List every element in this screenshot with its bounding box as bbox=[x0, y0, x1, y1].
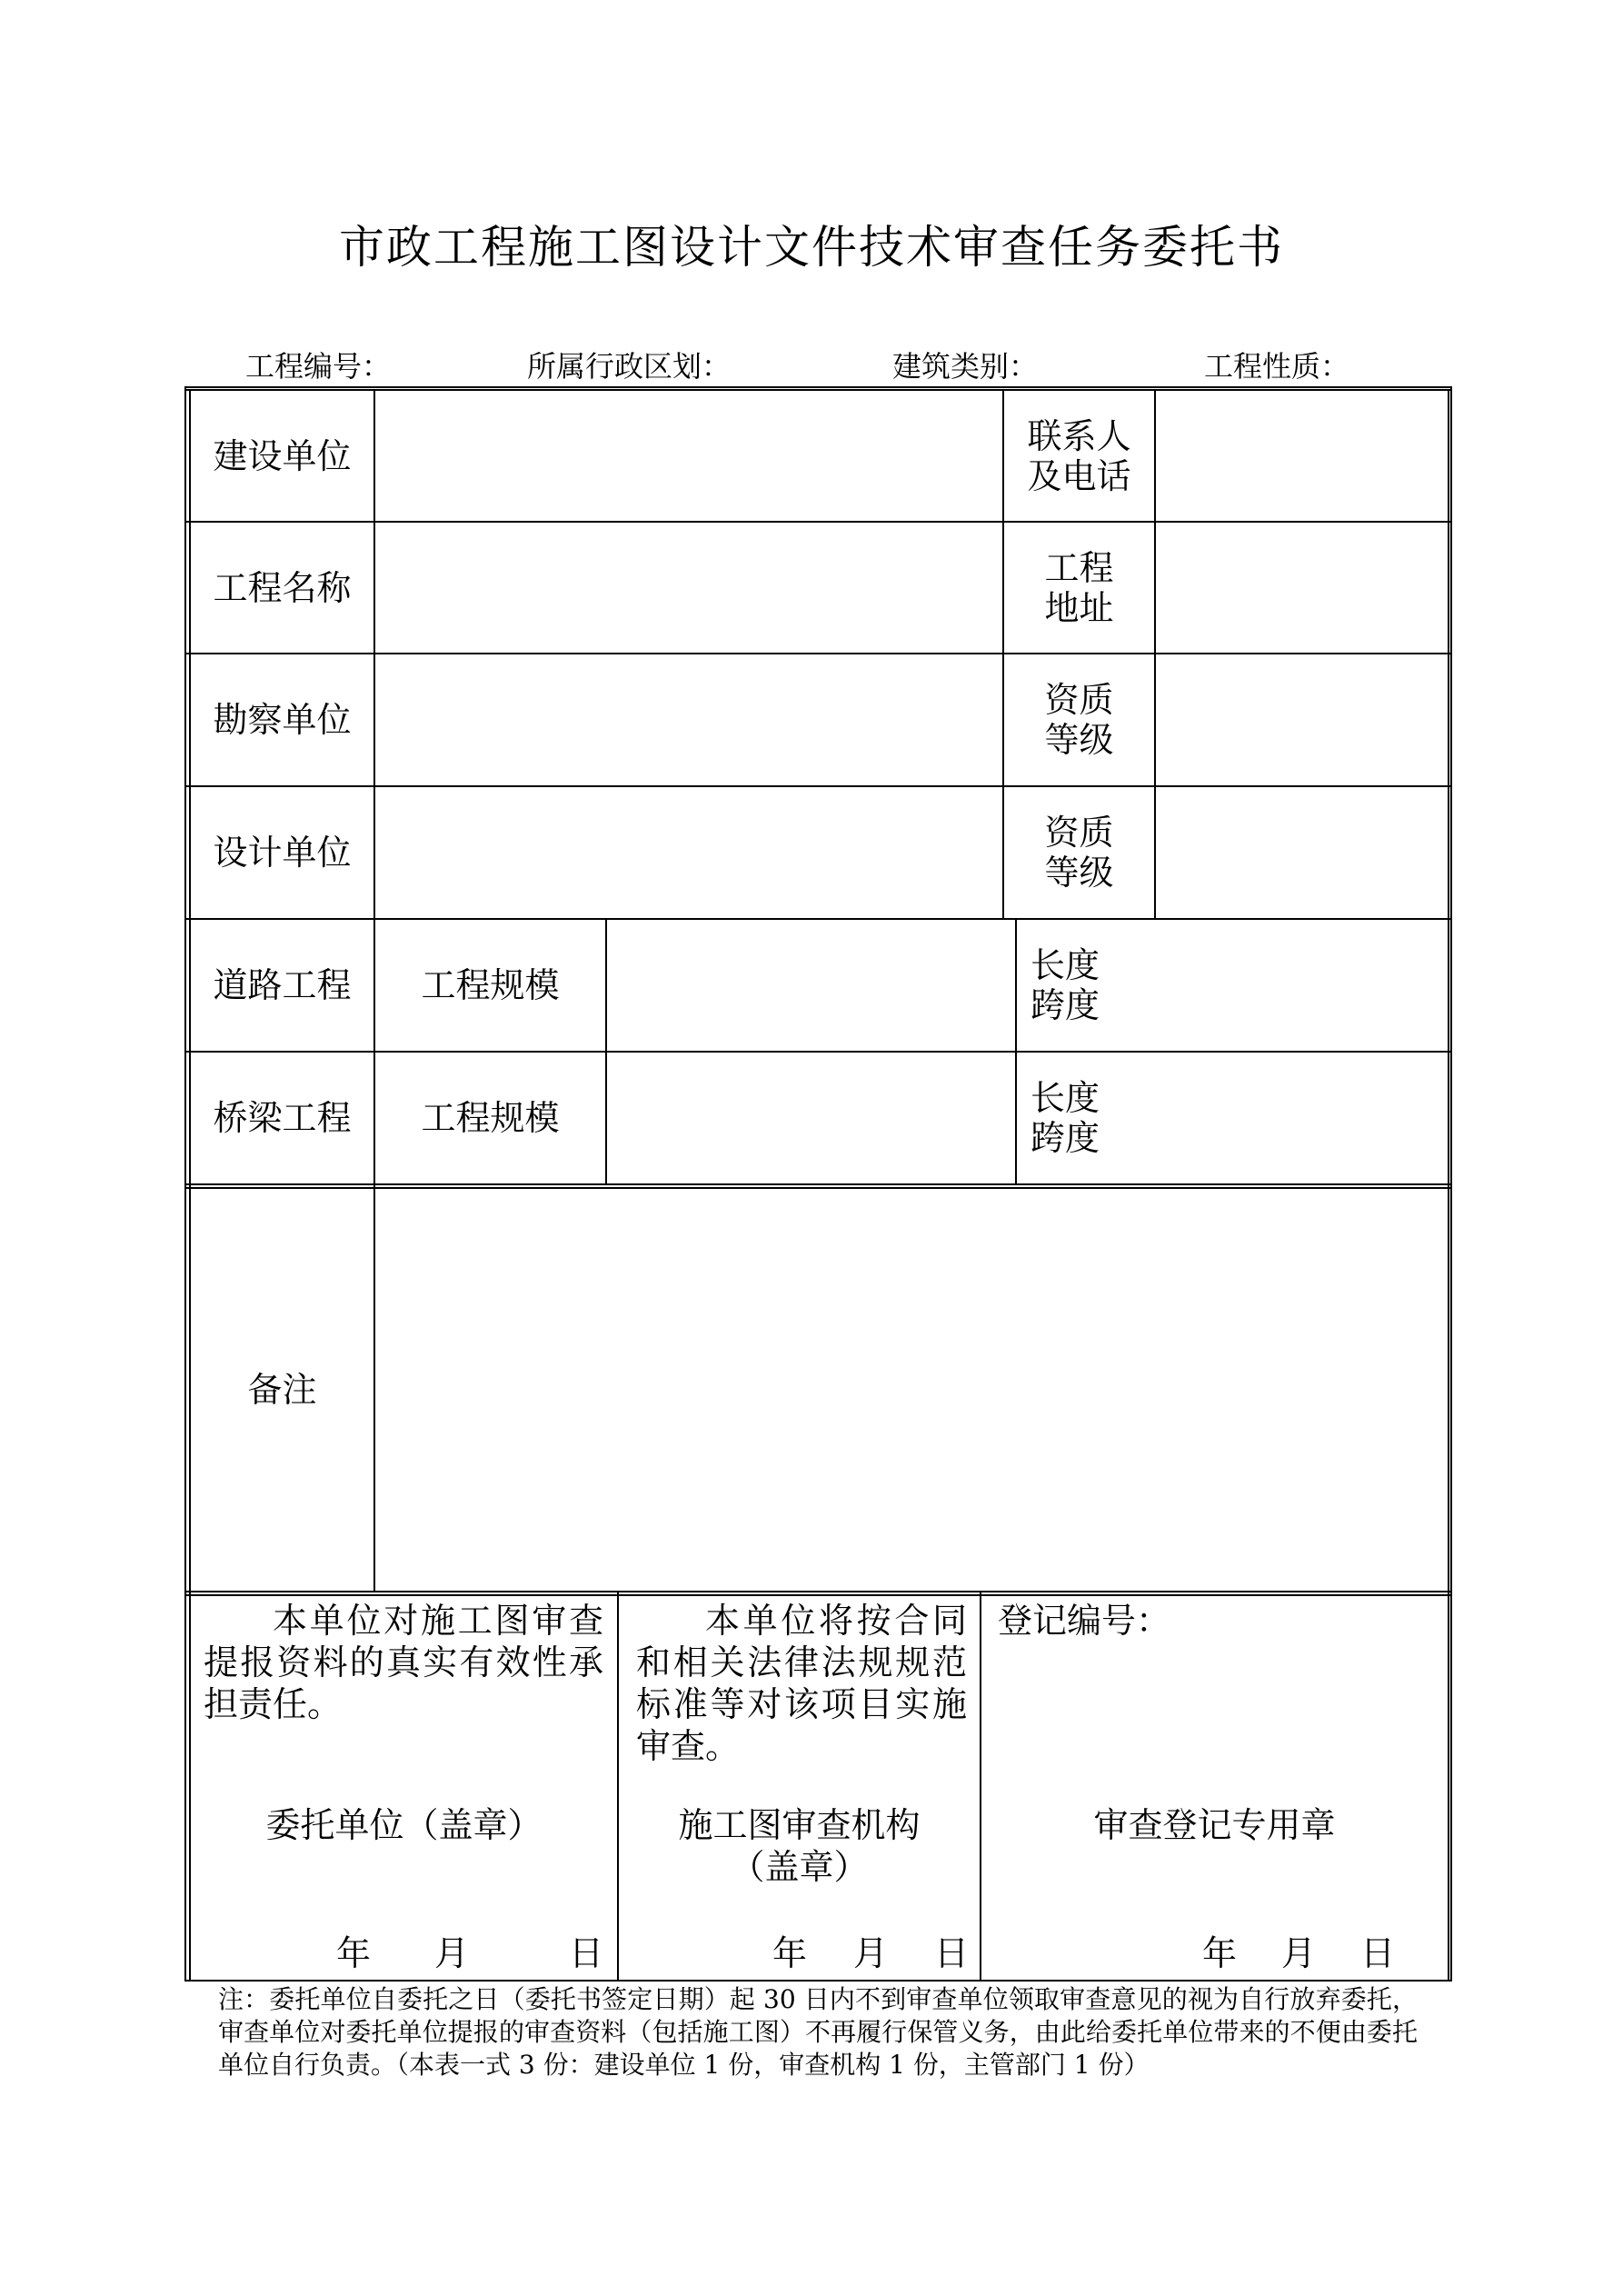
road-project-label: 道路工程 bbox=[213, 965, 352, 1005]
project-nature-label: 工程性质： bbox=[1204, 349, 1350, 384]
col-line bbox=[1154, 389, 1156, 920]
col-line bbox=[1448, 389, 1449, 1982]
col-line bbox=[605, 918, 607, 1185]
road-length-span-label: 长度 跨度 bbox=[1031, 945, 1100, 1025]
col-line bbox=[980, 1592, 981, 1982]
bridge-scale-label: 工程规模 bbox=[421, 1098, 560, 1138]
row-line bbox=[186, 653, 1450, 654]
remarks-label: 备注 bbox=[247, 1370, 317, 1410]
bridge-project-label: 桥梁工程 bbox=[213, 1098, 352, 1138]
client-year: 年 bbox=[336, 1933, 372, 1973]
reviewer-seal-label: 施工图审查机构 （盖章） bbox=[678, 1805, 921, 1887]
road-scale-label: 工程规模 bbox=[421, 965, 560, 1005]
reviewer-statement: 本单位将按合同和相关法律法规规范标准等对该项目实施审查。 bbox=[636, 1601, 967, 1766]
client-statement: 本单位对施工图审查提报资料的真实有效性承担责任。 bbox=[204, 1601, 603, 1724]
footnote: 注：委托单位自委托之日（委托书签定日期）起 30 日内不到审查单位领取审查意见的视为自行放弃委托，审查单位对委托单位提报的审查资料（包括施工图）不再履行保管义务，由此给委托单位带来的不便由委托单位自行负责。（本表一式 3 份：建设单位 1 份，审查机构 1 份，主管部门 1 份） bbox=[218, 1984, 1418, 2080]
project-address-label: 工程 地址 bbox=[1044, 547, 1114, 628]
design-qualification-label: 资质 等级 bbox=[1044, 813, 1114, 893]
page-title: 市政工程施工图设计文件技术审查任务委托书 bbox=[339, 221, 1284, 274]
row-line bbox=[186, 1183, 1450, 1185]
row-line bbox=[186, 1594, 1450, 1596]
client-month: 月 bbox=[434, 1933, 470, 1973]
reviewer-year: 年 bbox=[772, 1933, 808, 1973]
client-day: 日 bbox=[569, 1933, 604, 1973]
bridge-length-span-label: 长度 跨度 bbox=[1031, 1078, 1100, 1158]
client-seal-label: 委托单位（盖章） bbox=[265, 1805, 543, 1845]
registration-month: 月 bbox=[1281, 1933, 1317, 1973]
registration-year: 年 bbox=[1202, 1933, 1238, 1973]
project-no-label: 工程编号： bbox=[245, 349, 392, 384]
registration-day: 日 bbox=[1360, 1933, 1396, 1973]
project-name-label: 工程名称 bbox=[213, 567, 352, 608]
row-line bbox=[186, 521, 1450, 523]
row-line bbox=[186, 785, 1450, 787]
row-line bbox=[186, 1591, 1450, 1592]
col-line bbox=[1015, 918, 1017, 1185]
district-label: 所属行政区划： bbox=[527, 349, 732, 384]
row-line bbox=[186, 1187, 1450, 1189]
construction-unit-label: 建设单位 bbox=[213, 435, 352, 476]
row-line bbox=[186, 389, 1450, 391]
survey-unit-label: 勘察单位 bbox=[213, 700, 352, 740]
registration-seal-label: 审查登记专用章 bbox=[1093, 1805, 1336, 1845]
contact-phone-label: 联系人 及电话 bbox=[1027, 415, 1131, 496]
col-line bbox=[617, 1592, 619, 1982]
building-type-label: 建筑类别： bbox=[892, 349, 1039, 384]
reviewer-month: 月 bbox=[853, 1933, 889, 1973]
registration-no-label: 登记编号： bbox=[998, 1601, 1171, 1641]
design-unit-label: 设计单位 bbox=[213, 833, 352, 873]
survey-qualification-label: 资质 等级 bbox=[1044, 680, 1114, 760]
reviewer-day: 日 bbox=[934, 1933, 970, 1973]
